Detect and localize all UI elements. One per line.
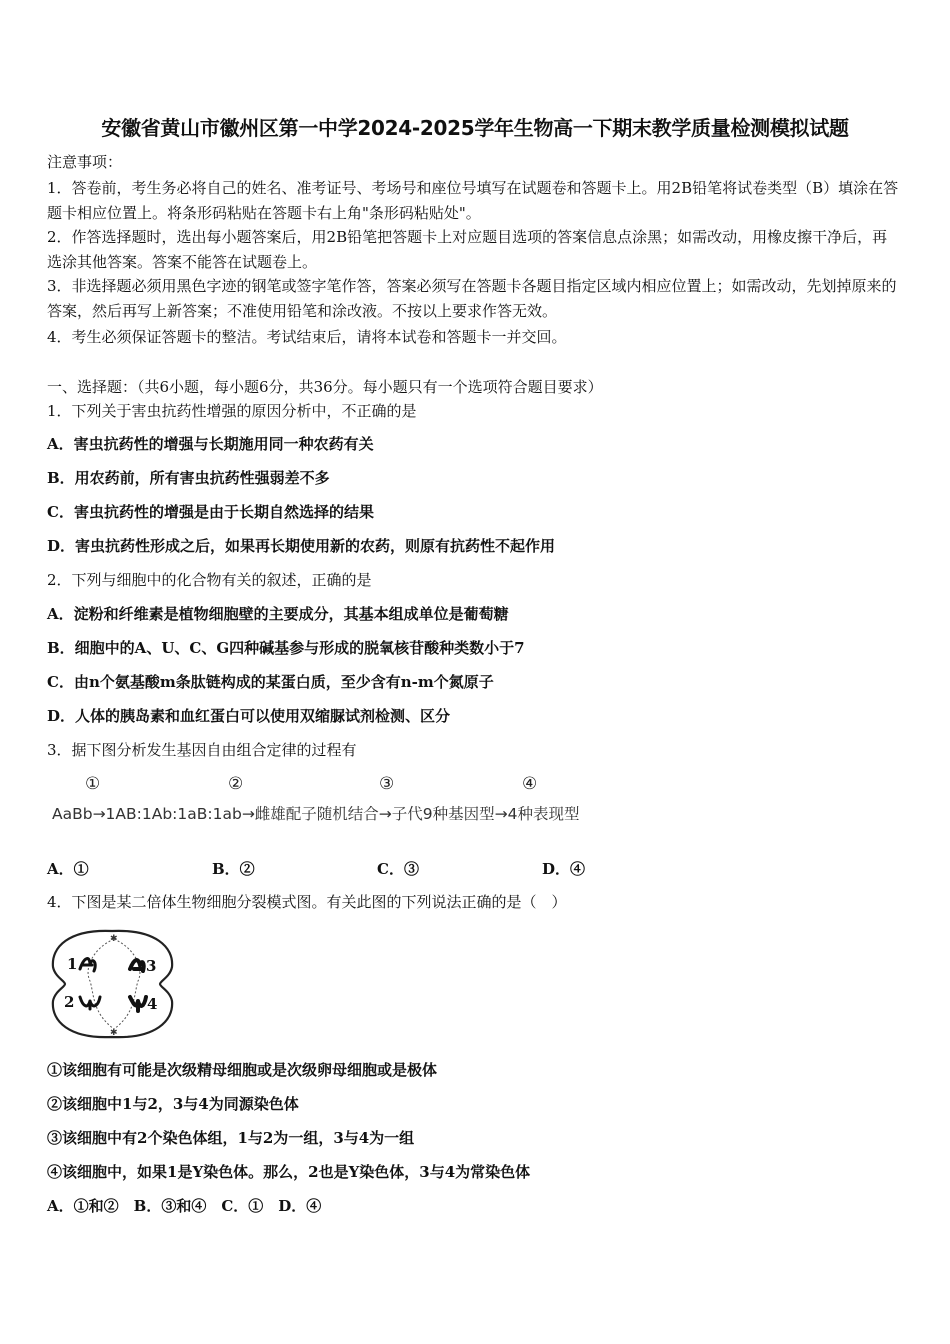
q4-statement-4: ④该细胞中，如果1是Y染色体。那么，2也是Y染色体，3与4为常染色体 xyxy=(47,1163,531,1181)
question-stem: 下列与细胞中的化合物有关的叙述，正确的是 xyxy=(71,571,372,589)
q3-option-b: B．② xyxy=(212,860,255,878)
section-heading: 一、选择题：（共6小题，每小题6分，共36分。每小题只有一个选项符合题目要求） xyxy=(47,378,603,396)
spindle-fiber-left xyxy=(88,939,114,1029)
q3-option-d: D．④ xyxy=(542,860,586,878)
q4-statement-1: ①该细胞有可能是次级精母细胞或是次级卵母细胞或是极体 xyxy=(47,1061,438,1079)
chromosome-4 xyxy=(130,997,146,1011)
centriole-top: ✱ xyxy=(110,934,118,944)
q4-statement-3: ③该细胞中有2个染色体组，1与2为一组，3与4为一组 xyxy=(47,1129,415,1147)
diagram-mark-2: ② xyxy=(228,774,244,794)
spindle-fiber-right xyxy=(114,939,140,1029)
question-number: 3． xyxy=(47,741,72,759)
q2-option-c: C．由n个氨基酸m条肽链构成的某蛋白质，至少含有n-m个氮原子 xyxy=(47,673,494,691)
chromosome-1 xyxy=(80,959,95,971)
q1-option-b: B．用农药前，所有害虫抗药性强弱差不多 xyxy=(47,469,330,487)
q1-option-d: D．害虫抗药性形成之后，如果再长期使用新的农药，则原有抗药性不起作用 xyxy=(47,537,556,555)
q4-statement-2: ②该细胞中1与2，3与4为同源染色体 xyxy=(47,1095,299,1113)
diagram-mark-3: ③ xyxy=(379,774,395,794)
question-number: 2． xyxy=(47,571,72,589)
notice-item-1: 1．答卷前，考生务必将自己的姓名、准考证号、考场号和座位号填写在试题卷和答题卡上。用2B铅笔将试卷类型（B）填涂在答题卡相应位置上。将条形码粘贴在答题卡右上角"条形码粘贴处"。 xyxy=(47,179,899,222)
question-number: 1． xyxy=(47,402,72,420)
q2-option-d: D．人体的胰岛素和血红蛋白可以使用双缩脲试剂检测、区分 xyxy=(47,707,451,725)
cell-membrane xyxy=(53,931,172,1037)
q4-options: A．①和② B．③和④ C．① D．④ xyxy=(47,1197,322,1215)
q1-option-c: C．害虫抗药性的增强是由于长期自然选择的结果 xyxy=(47,503,374,521)
q3-option-a: A．① xyxy=(47,860,89,878)
notice-item-3: 3．非选择题必须用黑色字迹的钢笔或签字笔作答，答案必须写在答题卡各题目指定区域内相应位置上；如需改动，先划掉原来的答案，然后再写上新答案；不准使用铅笔和涂改液。不按以上要求作答无效。 xyxy=(47,277,897,320)
q2-option-b: B．细胞中的A、U、C、G四种碱基参与形成的脱氧核苷酸种类数小于7 xyxy=(47,639,525,657)
chromosome-label-2: 2 xyxy=(64,993,75,1011)
question-stem: 下图是某二倍体生物细胞分裂模式图。有关此图的下列说法正确的是（ ） xyxy=(71,893,567,911)
diagram-mark-1: ① xyxy=(85,774,101,794)
diagram-mark-4: ④ xyxy=(522,774,538,794)
question-2 xyxy=(47,570,372,590)
question-stem: 下列关于害虫抗药性增强的原因分析中，不正确的是 xyxy=(71,402,417,420)
question-stem: 据下图分析发生基因自由组合定律的过程有 xyxy=(71,741,357,759)
question-3 xyxy=(47,740,357,760)
chromosome-label-4: 4 xyxy=(147,995,158,1013)
chromosome-label-3: 3 xyxy=(146,957,157,975)
q2-option-a: A．淀粉和纤维素是植物细胞壁的主要成分，其基本组成单位是葡萄糖 xyxy=(47,605,509,623)
centriole-bottom: ✱ xyxy=(110,1028,118,1038)
notice-item-4: 4．考生必须保证答题卡的整洁。考试结束后，请将本试卷和答题卡一并交回。 xyxy=(47,328,567,346)
question-1 xyxy=(47,401,417,421)
q3-option-c: C．③ xyxy=(377,860,419,878)
page-title: 安徽省黄山市徽州区第一中学2024-2025学年生物高一下期末教学质量检测模拟试题 xyxy=(101,116,849,140)
genetics-flow-diagram: AaBb→1AB:1Ab:1aB:1ab→雌雄配子随机结合→子代9种基因型→4种表现型 xyxy=(52,805,580,823)
notice-heading: 注意事项： xyxy=(47,153,123,171)
cell-division-figure xyxy=(50,925,175,1043)
question-4 xyxy=(47,892,567,912)
q1-option-a: A．害虫抗药性的增强与长期施用同一种农药有关 xyxy=(47,435,374,453)
chromosome-3 xyxy=(130,960,144,971)
chromosome-label-1: 1 xyxy=(67,955,78,973)
question-number: 4． xyxy=(47,893,72,911)
notice-item-2: 2．作答选择题时，选出每小题答案后，用2B铅笔把答题卡上对应题目选项的答案信息点涂黑；如需改动，用橡皮擦干净后，再选涂其他答案。答案不能答在试题卷上。 xyxy=(47,228,888,271)
